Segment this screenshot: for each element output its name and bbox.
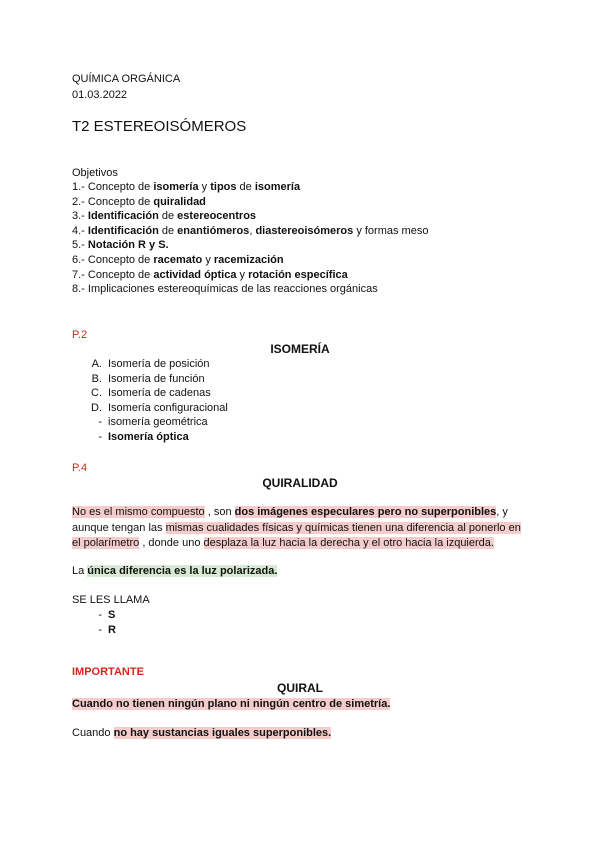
objective-item <box>72 209 256 223</box>
isomeria-item <box>82 415 208 429</box>
isomeria-item-text: Isomería de posición <box>108 358 210 370</box>
objective-number: 5.- <box>72 239 85 252</box>
objective-text: diastereoisómeros <box>255 224 354 237</box>
objective-text: Concepto de <box>84 195 154 208</box>
paragraph-text: , donde uno <box>139 537 204 549</box>
isomeria-item-text: Isomería de cadenas <box>108 387 211 400</box>
objective-text: de <box>236 181 255 193</box>
difference-text: única diferencia es la luz polarizada. <box>87 565 278 577</box>
quiral-line-1 <box>72 697 390 711</box>
objective-number: 4.- <box>72 224 85 237</box>
list-marker: B. <box>91 372 102 385</box>
objective-text: quiralidad <box>153 195 206 208</box>
objective-text: , <box>249 224 256 237</box>
name-item-text: S <box>108 609 116 621</box>
highlighted-text: dos imágenes especulares pero no superponibles <box>234 506 497 518</box>
list-marker: C. <box>91 387 102 400</box>
objective-text: racemización <box>213 254 284 266</box>
isomeria-item-text: Isomería de función <box>108 372 205 385</box>
objective-item <box>72 238 169 252</box>
objective-text: tipos <box>210 181 237 193</box>
quiral-line-2 <box>72 726 331 740</box>
isomeria-item <box>82 386 211 400</box>
objectives-heading: Objetivos <box>72 167 118 179</box>
objective-text: y <box>198 181 211 193</box>
course-name: QUÍMICA ORGÁNICA <box>72 73 181 85</box>
isomeria-item <box>82 357 210 371</box>
objective-item <box>72 195 206 209</box>
list-marker: A. <box>91 358 102 370</box>
objective-text: actividad óptica <box>153 268 237 281</box>
highlighted-text: el polarímetro <box>72 537 140 549</box>
objective-text: isomería <box>153 181 199 193</box>
objective-text: y <box>236 268 249 281</box>
objective-text: rotación específica <box>248 268 348 281</box>
highlighted-text: No es el mismo compuesto <box>72 506 205 518</box>
objective-text: Identificación <box>87 210 159 223</box>
objective-number: 2.- <box>72 195 85 208</box>
isomeria-heading: ISOMERÍA <box>270 342 330 356</box>
objective-text: de <box>158 224 178 237</box>
objective-item <box>72 282 378 296</box>
quiral-line-2-prefix: Cuando <box>72 727 114 739</box>
isomeria-item <box>82 430 189 444</box>
difference-prefix: La <box>72 565 88 577</box>
paragraph-text: , y <box>496 506 508 518</box>
objective-item <box>72 224 428 238</box>
name-item <box>82 608 115 622</box>
objective-text: y <box>202 254 214 266</box>
document-date: 01.03.2022 <box>72 89 128 101</box>
highlighted-text: desplaza la luz hacia la derecha y el otro hacia la izquierda. <box>203 537 494 549</box>
paragraph-text: , son <box>204 506 235 518</box>
objective-text: isomería <box>254 181 301 193</box>
page-ref-2: P.2 <box>72 329 88 341</box>
objective-item <box>72 180 300 194</box>
quiral-heading: QUIRAL <box>277 681 323 695</box>
objective-text: enantiómeros <box>177 224 250 237</box>
objective-text: Identificación <box>87 224 159 237</box>
page-ref-4: P.4 <box>72 462 88 474</box>
list-marker: - <box>98 416 102 429</box>
objective-text: y formas meso <box>353 224 429 237</box>
isomeria-item-text: Isomería óptica <box>108 431 189 443</box>
list-marker: D. <box>91 401 102 414</box>
important-label: IMPORTANTE <box>72 666 144 678</box>
quiralidad-heading: QUIRALIDAD <box>262 476 338 490</box>
objective-text: de <box>158 210 178 223</box>
objective-text: Concepto de <box>84 254 154 266</box>
isomeria-item <box>82 372 205 386</box>
list-marker: - <box>98 624 102 636</box>
paragraph-line <box>72 536 494 550</box>
name-item <box>82 623 116 637</box>
objective-text: Notación R y S. <box>87 239 169 252</box>
objective-number: 7.- <box>72 268 85 281</box>
quiral-line-2-text: no hay sustancias iguales superponibles. <box>113 727 332 739</box>
called-label: SE LES LLAMA <box>72 594 150 606</box>
objective-item <box>72 253 284 267</box>
objective-text: Concepto de <box>84 268 154 281</box>
name-item-text: R <box>108 624 116 636</box>
objective-number: 8.- <box>72 283 85 296</box>
list-marker: - <box>98 431 102 443</box>
difference-line <box>72 564 277 578</box>
objective-text: Implicaciones estereoquímicas de las reacciones orgánicas <box>84 283 378 296</box>
quiral-line-1-text: Cuando no tienen ningún plano ni ningún centro de simetría. <box>72 698 391 710</box>
paragraph-line <box>72 521 521 535</box>
objective-number: 3.- <box>72 210 85 223</box>
paragraph-text: aunque tengan las <box>72 521 166 534</box>
objective-text: estereocentros <box>177 210 257 223</box>
isomeria-item <box>82 401 228 415</box>
objective-item <box>72 268 348 282</box>
isomeria-item-text: Isomería configuracional <box>108 401 228 414</box>
page-title: T2 ESTEREOISÓMEROS <box>72 118 247 135</box>
objective-number: 1.- <box>72 181 85 193</box>
paragraph-line <box>72 505 508 519</box>
objective-text: racemato <box>153 254 203 266</box>
highlighted-text: mismas cualidades físicas y químicas tienen una diferencia al ponerlo en <box>165 521 521 534</box>
objective-number: 6.- <box>72 254 85 266</box>
isomeria-item-text: isomería geométrica <box>108 416 208 429</box>
list-marker: - <box>98 609 102 621</box>
objective-text: Concepto de <box>84 181 154 193</box>
